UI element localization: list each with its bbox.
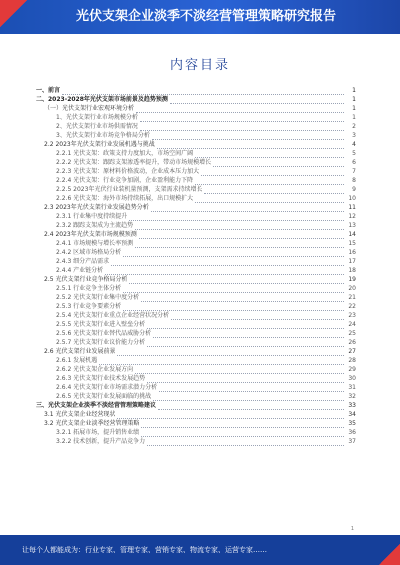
toc-entry[interactable] <box>34 239 356 248</box>
toc-entry-label: 2.5.7 光伏支架行业议价能力分析 <box>56 339 146 346</box>
toc-entry-page: 27 <box>348 348 356 355</box>
toc-entry[interactable] <box>34 320 356 329</box>
toc-leader-dots <box>159 385 344 392</box>
toc-entry-label: 2.6.2 光伏支架企业发展方向 <box>56 366 134 373</box>
toc-entry-label: 2.6.3 光伏支架行业技术发展趋势 <box>56 375 146 382</box>
toc-entry[interactable] <box>34 86 356 95</box>
toc-entry-page: 9 <box>352 186 356 193</box>
toc-leader-dots <box>123 304 344 311</box>
toc-entry[interactable] <box>34 302 356 311</box>
toc-entry-page: 24 <box>348 321 356 328</box>
toc-leader-dots <box>195 178 344 185</box>
toc-entry-page: 1 <box>352 105 356 112</box>
toc-entry-label: 2.6.4 光伏支架行业市场需求潜力分析 <box>56 384 158 391</box>
header-bar <box>0 0 400 34</box>
toc-entry-label: 2.5.4 光伏支架行业重点企业经营状况分析 <box>56 312 170 319</box>
toc-entry[interactable] <box>34 221 356 230</box>
toc-entry-page: 34 <box>348 411 356 418</box>
toc-entry[interactable] <box>34 230 356 239</box>
toc-entry[interactable] <box>34 356 356 365</box>
header-decoration <box>0 0 34 34</box>
toc-entry-page: 6 <box>352 159 356 166</box>
toc-entry-label: 3、光伏支架行业市场竞争格局分析 <box>56 132 150 139</box>
toc-entry-page: 2 <box>352 123 356 130</box>
toc-entry[interactable] <box>34 383 356 392</box>
toc-entry-page: 14 <box>348 231 356 238</box>
toc-heading: 内容目录 <box>169 58 230 73</box>
toc-entry[interactable] <box>34 338 356 347</box>
toc-entry-label: 2.3.2 跟踪支架成为主流趋势 <box>56 222 134 229</box>
toc-leader-dots <box>195 151 344 158</box>
toc-entry-page: 19 <box>348 276 356 283</box>
toc-entry[interactable] <box>34 194 356 203</box>
page-number: 1 <box>350 526 354 532</box>
toc-entry[interactable] <box>34 257 356 266</box>
toc-entry-page: 11 <box>348 204 356 211</box>
toc-entry[interactable] <box>34 158 356 167</box>
toc-entry-label: 2.5.5 光伏支架行业进入壁垒分析 <box>56 321 146 328</box>
toc-entry-label: 2.5 光伏支架行业竞争格局分析 <box>44 276 128 283</box>
toc-leader-dots <box>111 259 344 266</box>
toc-entry-page: 29 <box>348 366 356 373</box>
toc-entry[interactable] <box>34 248 356 257</box>
toc-entry[interactable] <box>34 392 356 401</box>
toc-leader-dots <box>213 160 344 167</box>
toc-entry-page: 10 <box>348 195 356 202</box>
toc-entry[interactable] <box>34 410 356 419</box>
toc-leader-dots <box>151 205 344 212</box>
toc-leader-dots <box>135 367 344 374</box>
toc-entry-label: 2.4.1 市场规模与增长率预测 <box>56 240 134 247</box>
toc-entry[interactable] <box>34 401 356 410</box>
toc-entry[interactable] <box>34 104 356 113</box>
toc-entry-page: 5 <box>352 150 356 157</box>
toc-leader-dots <box>62 88 344 95</box>
footer-bar <box>0 535 400 565</box>
toc-entry-label: 2.6 光伏支架行业发展前景 <box>44 348 116 355</box>
toc-leader-dots <box>147 439 344 446</box>
toc-leader-dots <box>136 106 344 113</box>
toc-leader-dots <box>153 394 344 401</box>
toc-leader-dots <box>195 196 344 203</box>
footer-slogan: 让每个人都能成为：行业专家、管理专家、营销专家、物流专家、运营专家…… <box>22 546 267 554</box>
toc-leader-dots <box>204 187 344 194</box>
toc-entry[interactable] <box>34 284 356 293</box>
toc-entry[interactable] <box>34 140 356 149</box>
toc-entry[interactable] <box>34 428 356 437</box>
toc-leader-dots <box>153 331 344 338</box>
footer-decoration <box>370 535 400 565</box>
report-title: 光伏支架企业淡季不淡经营管理策略研究报告 <box>75 9 336 24</box>
toc-leader-dots <box>170 97 344 104</box>
toc-entry-page: 12 <box>348 213 356 220</box>
toc-entry-page: 23 <box>348 312 356 319</box>
toc-entry-label: 2.4.3 细分产品需求 <box>56 258 110 265</box>
toc-entry-page: 35 <box>348 420 356 427</box>
toc-leader-dots <box>141 295 344 302</box>
toc-entry-label: 2.5.3 行业竞争要素分析 <box>56 303 122 310</box>
toc-leader-dots <box>141 430 344 437</box>
toc-leader-dots <box>158 403 344 410</box>
toc-entry-label: 3.2.1 拓展市场，提升销售业绩 <box>56 429 140 436</box>
toc-leader-dots <box>123 286 344 293</box>
toc-leader-dots <box>140 115 344 122</box>
toc-leader-dots <box>141 421 344 428</box>
toc-entry-label: 2.5.6 光伏支架行业替代品威胁分析 <box>56 330 152 337</box>
toc-entry-label: 2.4.4 产业链分析 <box>56 267 104 274</box>
toc-entry-label: 2.2.1 光伏支架：政策支持力度加大，市场空间广阔 <box>56 150 194 157</box>
toc-entry[interactable] <box>34 293 356 302</box>
toc-leader-dots <box>123 250 344 257</box>
toc-entry[interactable] <box>34 185 356 194</box>
toc-entry-label: 2.2.4 光伏支架：行业竞争加剧，企业盈利能力下降 <box>56 177 194 184</box>
toc-entry-page: 36 <box>348 429 356 436</box>
toc-entry[interactable] <box>34 203 356 212</box>
toc-entry-page: 25 <box>348 330 356 337</box>
toc-entry-page: 33 <box>348 402 356 409</box>
toc-entry-page: 37 <box>348 438 356 445</box>
toc-entry-page: 30 <box>348 375 356 382</box>
toc-entry-label: 2.5.2 光伏支架行业集中度分析 <box>56 294 140 301</box>
toc-entry-label: 2.6.1 发展机遇 <box>56 357 98 364</box>
toc-entry-page: 32 <box>348 393 356 400</box>
toc-leader-dots <box>135 241 344 248</box>
table-of-contents <box>34 86 356 446</box>
toc-entry-label: 2.5.1 行业竞争主体分析 <box>56 285 122 292</box>
toc-entry-page: 1 <box>352 114 356 121</box>
toc-entry-page: 21 <box>348 294 356 301</box>
toc-entry-label: 2.2.5 2023年光伏行业装机量预测，支架需求持续增长 <box>56 186 203 193</box>
toc-leader-dots <box>147 376 344 383</box>
toc-entry-label: 2.3.1 行业集中度持续提升 <box>56 213 128 220</box>
toc-entry[interactable] <box>34 95 356 104</box>
toc-leader-dots <box>147 340 344 347</box>
toc-entry-label: 3.2.2 技术创新，提升产品竞争力 <box>56 438 146 445</box>
toc-entry[interactable] <box>34 167 356 176</box>
toc-entry[interactable] <box>34 275 356 284</box>
toc-entry-page: 13 <box>348 222 356 229</box>
toc-entry-label: 2.6.5 光伏支架行业发展面临的挑战 <box>56 393 152 400</box>
toc-leader-dots <box>117 412 344 419</box>
toc-entry[interactable] <box>34 347 356 356</box>
toc-entry-label: 二、2023-2028年光伏支架市场前景及趋势预测 <box>36 96 168 103</box>
toc-entry[interactable] <box>34 176 356 185</box>
toc-entry-label: 2.2.6 光伏支架：海外市场持续拓展，出口规模扩大 <box>56 195 194 202</box>
toc-entry-page: 17 <box>348 258 356 265</box>
toc-entry[interactable] <box>34 311 356 320</box>
toc-entry-label: 1、光伏支架行业市场规模分析 <box>56 114 138 121</box>
toc-entry[interactable] <box>34 419 356 428</box>
toc-entry-label: 2.3 2023年光伏支架行业发展趋势分析 <box>44 204 149 211</box>
toc-entry-page: 3 <box>352 132 356 139</box>
toc-entry[interactable] <box>34 122 356 131</box>
toc-entry-page: 1 <box>352 96 356 103</box>
toc-leader-dots <box>129 277 344 284</box>
toc-entry-page: 22 <box>348 303 356 310</box>
toc-leader-dots <box>99 358 344 365</box>
toc-entry[interactable] <box>34 374 356 383</box>
toc-entry-label: 2.2 2023年光伏支架行业发展机遇与挑战 <box>44 141 155 148</box>
toc-entry-label: 2.4 2023年光伏支架市场规模预测 <box>44 231 137 238</box>
toc-leader-dots <box>129 214 344 221</box>
toc-entry-label: 3.2 光伏支架企业淡季经营管理策略 <box>44 420 140 427</box>
toc-leader-dots <box>147 322 344 329</box>
toc-leader-dots <box>157 142 344 149</box>
toc-entry[interactable] <box>34 212 356 221</box>
toc-entry-label: 2.4.2 区域市场格局分析 <box>56 249 122 256</box>
toc-entry-page: 18 <box>348 267 356 274</box>
toc-entry-label: 2.2.2 光伏支架：跟踪支架渗透率提升，带动市场规模增长 <box>56 159 212 166</box>
toc-leader-dots <box>152 133 344 140</box>
toc-entry-label: 三、光伏支架企业淡季不淡经营管理策略建议 <box>36 402 157 409</box>
toc-entry-label: 2.2.3 光伏支架：原材料价格波动，企业成本压力加大 <box>56 168 200 175</box>
toc-entry[interactable] <box>34 149 356 158</box>
toc-entry-label: 3.1 光伏支架企业经营现状 <box>44 411 116 418</box>
toc-entry-page: 15 <box>348 240 356 247</box>
toc-entry-page: 8 <box>352 177 356 184</box>
toc-entry-label: （一）光伏支架行业宏观环境分析 <box>44 105 135 112</box>
toc-entry-page: 20 <box>348 285 356 292</box>
toc-leader-dots <box>140 124 344 131</box>
toc-entry[interactable] <box>34 329 356 338</box>
toc-entry-page: 4 <box>352 141 356 148</box>
toc-leader-dots <box>171 313 344 320</box>
toc-entry-page: 7 <box>352 168 356 175</box>
toc-leader-dots <box>135 223 344 230</box>
toc-leader-dots <box>105 268 344 275</box>
toc-entry-label: 2、光伏支架行业市场供需情况 <box>56 123 138 130</box>
toc-entry-page: 28 <box>348 357 356 364</box>
toc-leader-dots <box>139 232 344 239</box>
toc-entry[interactable] <box>34 437 356 446</box>
toc-entry[interactable] <box>34 113 356 122</box>
toc-entry-page: 16 <box>348 249 356 256</box>
toc-leader-dots <box>117 349 344 356</box>
toc-entry[interactable] <box>34 365 356 374</box>
toc-entry-page: 31 <box>348 384 356 391</box>
toc-entry[interactable] <box>34 266 356 275</box>
toc-leader-dots <box>201 169 344 176</box>
toc-entry-label: 一、前言 <box>36 87 61 94</box>
toc-entry-page: 26 <box>348 339 356 346</box>
toc-entry[interactable] <box>34 131 356 140</box>
toc-entry-page: 1 <box>352 87 356 94</box>
